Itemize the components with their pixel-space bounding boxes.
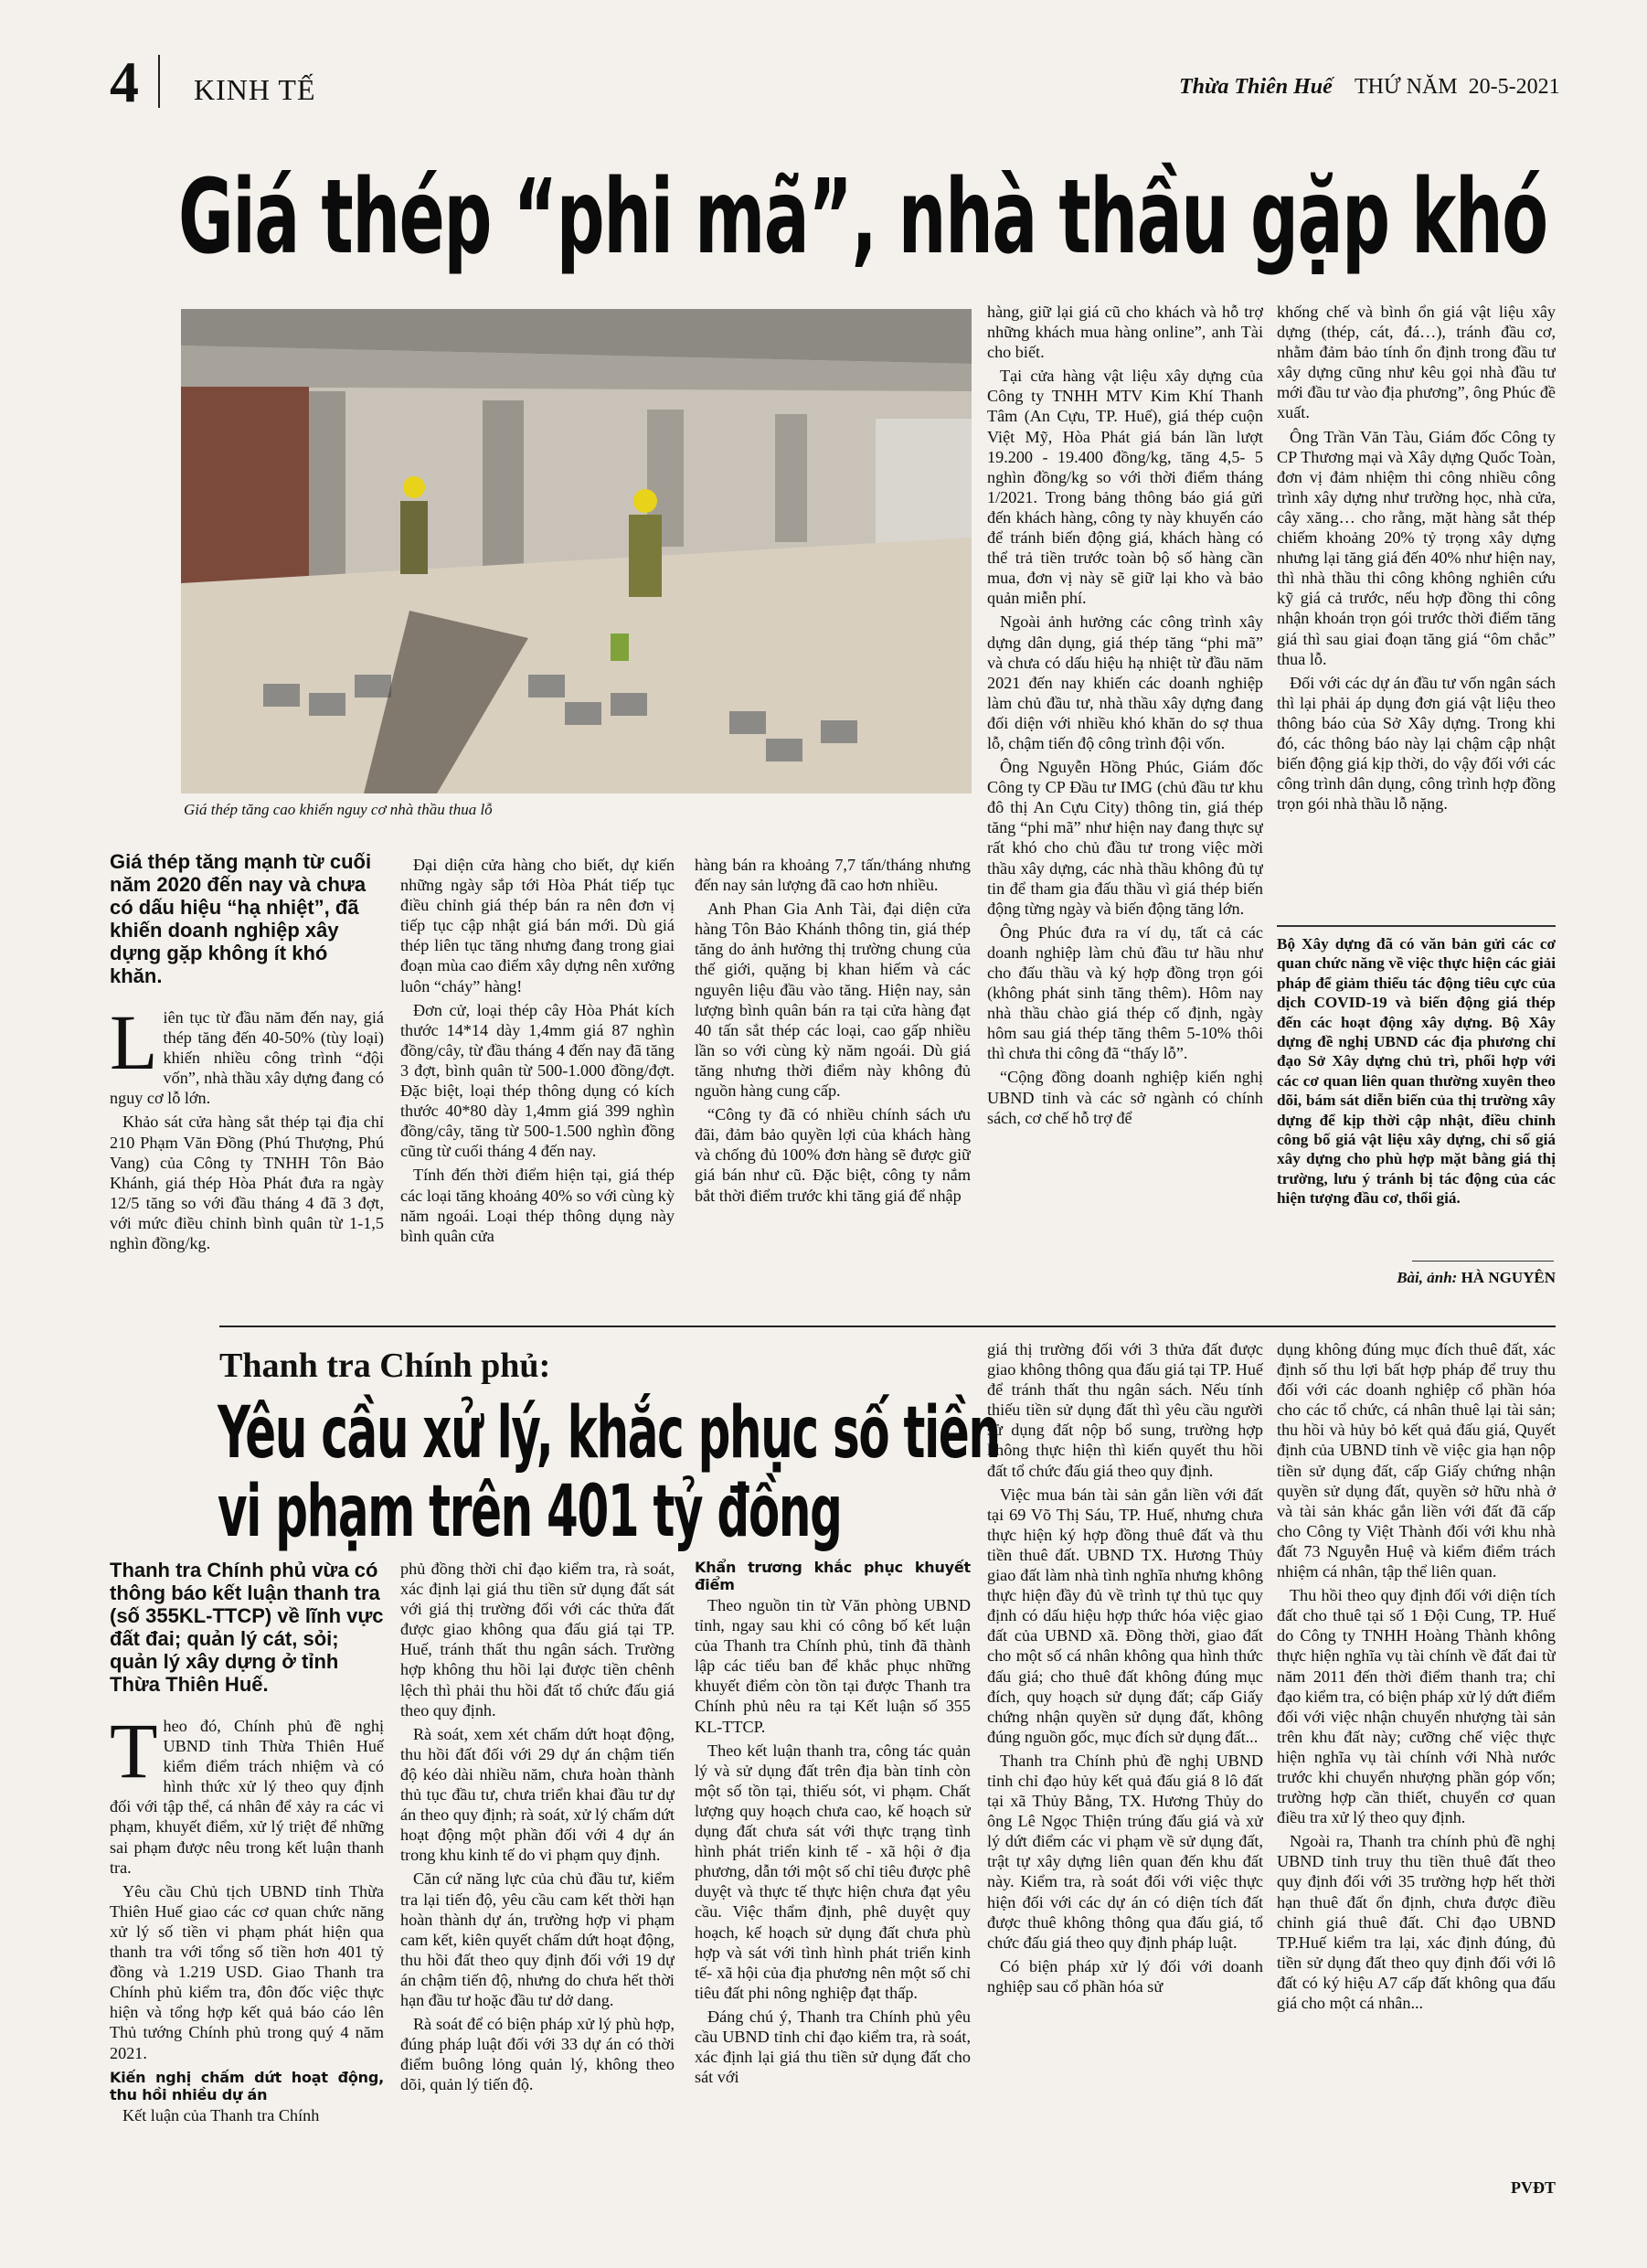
article2-column-1 <box>110 1559 384 2199</box>
article2-paragraph: Có biện pháp xử lý đối với doanh nghiệp sau cổ phần hóa sử <box>987 1956 1263 1996</box>
info-box-text: Bộ Xây dựng đã có văn bản gửi các cơ quan chức năng về việc thực hiện các giải pháp để giảm thiểu tác động tiêu cực của dịch COVID-19 và biến động giá thép đến các hoạt động xây dựng. Bộ Xây dựng đề nghị UBND các địa phương chỉ đạo Sở Xây dựng chủ trì, phối hợp với các cơ quan liên quan thường xuyên theo dõi, bám sát diễn biến của thị trường xây dựng để kịp thời cập nhật, điều chỉnh công bố giá vật liệu xây dựng, chỉ số giá xây dựng cho phù hợp mặt bằng giá thị trường, lưu ý tránh bị tác động của các hiện tượng đầu cơ, thổi giá. <box>1277 935 1556 1208</box>
article1-paragraph: Đối với các dự án đầu tư vốn ngân sách thì lại phải áp dụng đơn giá vật liệu theo thông báo của Sở Xây dựng. Trong khi đó, các thông báo này lại chậm cập nhật biến động giá kịp thời, do vậy đối với các công trình dân dụng, công trình hợp đồng trọn gói nhà thầu lỗ nặng. <box>1277 673 1556 814</box>
article2-paragraph: Yêu cầu Chủ tịch UBND tỉnh Thừa Thiên Huế giao các cơ quan chức năng xử lý số tiền vi phạm phát hiện qua thanh tra với tổng số tiền hơn 401 tỷ đồng và 1.219 USD. Giao Thanh tra Chính phủ kiểm tra, đôn đốc việc thực hiện và tổng hợp kết quả báo cáo lên Thủ tướng Chính phủ trong quý 4 năm 2021. <box>110 1881 384 2062</box>
newspaper-name: Thừa Thiên Huế <box>1179 75 1333 99</box>
article2-paragraph: Theo nguồn tin từ Văn phòng UBND tỉnh, ngay sau khi có công bố kết luận của Thanh tra Chính phủ, tỉnh đã thành lập các tiểu ban để khắc phục những khuyết điểm còn tồn tại được Thanh tra Chính phủ nêu ra tại Kết luận số 355 KL-TTCP. <box>695 1596 971 1736</box>
article-separator <box>219 1326 1556 1327</box>
article2-subhead: Khẩn trương khắc phục khuyết điểm <box>695 1559 971 1593</box>
article1-paragraph: khống chế và bình ổn giá vật liệu xây dựng (thép, cát, đá…), tránh đầu cơ, nhằm đảm bảo tính ổn định trong đầu tư xây dựng cũng như kêu gọi nhà đầu tư mới đầu tư vào địa phương”, ông Phúc đề xuất. <box>1277 303 1556 422</box>
article1-paragraph: Ông Nguyễn Hồng Phúc, Giám đốc Công ty CP Đầu tư IMG (chủ đầu tư khu đô thị An Cựu City) thông tin, giá thép tăng “phi mã” như hiện nay đang thực sự rất khó cho chủ đầu tư trong việc mời thầu xây dựng, các nhà thầu không đủ tự tin để tham gia đấu thầu vì giá thép biến động từng ngày và biến động tăng lớn. <box>987 758 1263 918</box>
article1-paragraph: Ông Phúc đưa ra ví dụ, tất cả các doanh nghiệp làm chủ đầu tư hầu như cho đấu thầu và ký hợp đồng trọn gói (không phát sinh tăng thêm). Hôm nay nhà thầu chào giá thép cố định, ngày hôm sau giá thép tăng thêm 5-10% thôi thì chưa thi công đã “thấy lỗ”. <box>987 922 1263 1063</box>
article2-paragraph: phủ đồng thời chỉ đạo kiểm tra, rà soát, xác định lại giá thu tiền sử dụng đất sát với giá thị trường đối với các thửa đất được giao không qua đấu giá tại TP. Huế, tránh thất thu ngân sách. Trường hợp không thu hồi lại được tiền chênh lệch thì phải thu hồi đất tổ chức đấu giá theo quy định. <box>400 1560 675 1720</box>
article1-paragraph: Khảo sát cửa hàng sắt thép tại địa chỉ 210 Phạm Văn Đồng (Phú Thượng, Phú Vang) của Công ty TNHH Tôn Bảo Khánh, giá thép Hòa Phát đưa ra ngày 12/5 tăng so với đầu tháng 4 đã 3 đợt, với mức điều chỉnh bình quân từ 1-1,5 nghìn đồng/kg. <box>110 1113 384 1253</box>
article2-column-3 <box>695 1559 971 2199</box>
article1-paragraph: Anh Phan Gia Anh Tài, đại diện cửa hàng Tôn Bảo Khánh thông tin, giá thép tăng do ảnh hưởng thị trường chung của thế giới, quặng bị khan hiếm và các nguyên liệu đầu vào tăng. Hiện nay, sản lượng bình quân bán ra tại cửa hàng đạt 40 tấn sắt thép các loại, cao gấp nhiều lần so với cùng kỳ năm ngoái. Dù giá tăng nhưng thời điểm này không đủ nguồn hàng cung cấp. <box>695 900 971 1101</box>
article1-paragraph: hàng bán ra khoảng 7,7 tấn/tháng nhưng đến nay sản lượng đã cao hơn nhiều. <box>695 856 971 895</box>
info-box-divider <box>1277 925 1556 927</box>
article2-column-5 <box>1277 1339 1556 2176</box>
headline-article-2-line-1: Yêu cầu xử lý, khắc phục số tiền <box>218 1392 1000 1475</box>
headline-article-2-line-2: vi phạm trên 401 tỷ đồng <box>218 1471 842 1553</box>
headline-article-1: Giá thép “phi mã”, nhà thầu gặp khó <box>178 158 1547 277</box>
byline-name: HÀ NGUYÊN <box>1461 1269 1556 1286</box>
article1-paragraph: Tại cửa hàng vật liệu xây dựng của Công ty TNHH MTV Kim Khí Thanh Tâm (An Cựu, TP. Huế), giá thép cuộn Việt Mỹ, Hòa Phát giá bán lần lượt 19.200 - 19.400 đồng/kg, tăng 4,5- 5 nghìn đồng/kg so với thời điểm tháng 1/2021. Trong bảng thông báo giá gửi đến khách hàng, công ty này khuyến cáo để tránh biến động giá, khách hàng có thể trả tiền trước toàn bộ số hàng cần mua, đơn vị này sẽ giữ lại kho và bảo quản miễn phí. <box>987 367 1263 608</box>
article2-paragraph: Kết luận của Thanh tra Chính <box>122 2105 320 2124</box>
issue-date: THỨ NĂM 20-5-2021 <box>1355 75 1560 99</box>
article2-paragraph: Ngoài ra, Thanh tra chính phủ đề nghị UBND tỉnh truy thu tiền thuê đất theo quy định đối với 35 trường hợp hết thời hạn thuê đất ổn định, chưa được điều chỉnh giá thuê đất. Chỉ đạo UBND TP.Huế kiểm tra lại, xác định đúng, đủ tiền sử dụng đất theo quy định đối với lô đất có ký hiệu A7 cấp đất không qua đấu giá cho một cá nhân... <box>1277 1832 1556 2012</box>
article1-paragraph: Đơn cử, loại thép cây Hòa Phát kích thước 14*14 dày 1,4mm giá 87 nghìn đồng/cây, từ đầu tháng 4 đến nay đã tăng 3 đợt, bình quân từ 500-1.000 đồng/đợt. Đặc biệt, loại thép thông dụng có kích thước 40*80 dày 1,4mm giá 399 nghìn đồng/cây, tăng từ 500-1.500 nghìn đồng cũng từ cuối tháng 4 đến nay. <box>400 1000 675 1161</box>
article2-dropcap: T <box>110 1707 158 1794</box>
article2-paragraph: Rà soát, xem xét chấm dứt hoạt động, thu hồi đất đối với 29 dự án chậm tiến độ kéo dài nhiều năm, chưa hoàn thành thủ tục đầu tư, chưa triển khai đầu tư dự án theo quy định; rà soát, xử lý chấm dứt hoạt động một phần đối với 4 dự án trong khu kinh tế do vi phạm quy định. <box>400 1724 675 1865</box>
section-title: KINH TẾ <box>194 73 316 106</box>
article2-signature: PVĐT <box>1511 2178 1556 2197</box>
byline-prefix: Bài, ảnh: <box>1397 1269 1458 1286</box>
header-divider <box>158 55 160 108</box>
article2-paragraph: Việc mua bán tài sản gắn liền với đất tại 69 Võ Thị Sáu, TP. Huế, nhưng chưa thực hiện ký hợp đồng thuê đất và thu tiền thuê đất. UBND TX. Hương Thủy giao đất làm nhà tình nghĩa nhưng không thực hiện đầy đủ về trình tự thủ tục quy định có dấu hiệu hợp thức hóa việc giao đất của UBND xã. Đồng thời, giao đất cho một số cá nhân không qua hình thức đấu giá; cho thuê đất không đúng mục đích, quy hoạch sử dụng đất; cấp Giấy chứng nhận quyền sử dụng đất, không đúng nguồn gốc, mục đích sử dụng đất... <box>987 1485 1263 1746</box>
article1-paragraph: Ngoài ảnh hưởng các công trình xây dựng dân dụng, giá thép tăng “phi mã” và chưa có dấu hiệu hạ nhiệt từ đầu năm 2021 đến nay khiến các doanh nghiệp làm chủ đầu tư, nhà thầu xây dựng đang đối diện với nhiều khó khăn do sợ thua lỗ, chậm tiến độ công trình đội vốn. <box>987 612 1263 752</box>
article2-paragraph: Rà soát để có biện pháp xử lý phù hợp, đúng pháp luật đối với 33 dự án có thời điểm buông lỏng quản lý, không theo dõi, quản lý tiến độ. <box>400 2015 675 2094</box>
article2-paragraph: Căn cứ năng lực của chủ đầu tư, kiểm tra lại tiến độ, yêu cầu cam kết thời hạn hoàn thành dự án, trường hợp vi phạm cam kết, kiên quyết chấm dứt hoạt động, thu hồi đất theo quy định đối với 19 dự án chậm tiến độ, nhưng do chưa hết thời hạn đầu tư hoặc đầu tư dở dang. <box>400 1869 675 2009</box>
article1-paragraph: Ông Trần Văn Tàu, Giám đốc Công ty CP Thương mại và Xây dựng Quốc Toàn, đơn vị đảm nhiệm thi công nhiều công trình xây dựng như trường học, nhà cửa, cây xăng… cho rằng, mặt hàng sắt thép chiếm khoảng 20% tỷ trọng xây dựng nhưng lại tăng giá đến 40% như hiện nay, thì nhà thầu thi công không nghiên cứu kỹ giá cả trước, nếu hợp đồng thi công nhận khoán trọn gói trước thời điểm tăng giá thì sau giai đoạn tăng giá “ôm chắc” thua lỗ. <box>1277 427 1556 668</box>
article1-column-1 <box>110 850 384 1326</box>
article1-paragraph: hàng, giữ lại giá cũ cho khách và hỗ trợ những khách mua hàng online”, anh Tài cho biết. <box>987 303 1263 362</box>
article2-column-4 <box>987 1339 1263 2199</box>
photo-caption: Giá thép tăng cao khiến nguy cơ nhà thầu thua lỗ <box>184 801 493 818</box>
article1-paragraph: Tính đến thời điểm hiện tại, giá thép các loại tăng khoảng 40% so với cùng kỳ năm ngoái. Loại thép thông dụng này bình quân cửa <box>400 1166 675 1245</box>
article2-paragraph: Thanh tra Chính phủ đề nghị UBND tỉnh chỉ đạo hủy kết quả đấu giá 8 lô đất tại xã Thủy Bằng, TX. Hương Thủy do ông Lê Ngọc Thiện trúng đấu giá và xử lý dứt điểm các vi phạm về sử dụng đất, trật tự xây dựng liên quan đến khu đất này. Kiểm tra, rà soát đối với việc thực hiện đối với các dự án có diện tích đất được thuê không thông qua đấu giá, tổ chức đấu giá theo quy định pháp luật. <box>987 1751 1263 1952</box>
article2-paragraph: Đáng chú ý, Thanh tra Chính phủ yêu cầu UBND tỉnh chỉ đạo kiểm tra, rà soát, xác định lại giá thu tiền sử dụng đất cho sát với <box>695 2007 971 2087</box>
article1-column-4 <box>987 302 1263 1321</box>
article2-paragraph: dụng không đúng mục đích thuê đất, xác định số thu lợi bất hợp pháp để truy thu đối với các doanh nghiệp cổ phần hóa cho các tổ chức, cá nhân thuê lại tài sản; thu hồi và hủy bỏ kết quả đấu giá, Quyết định của UBND tỉnh về việc gia hạn nộp tiền sử dụng đất, cấp Giấy chứng nhận quyền sử dụng đất, quyền sở hữu nhà ở và tài sản khác gắn liền với đất đã cấp cho Công ty Việt Thành đối với khu nhà đất 73 Nguyễn Huệ và kiểm điểm trách nhiệm cá nhân, tập thể liên quan. <box>1277 1340 1556 1581</box>
article2-kicker: Thanh tra Chính phủ: <box>219 1347 551 1385</box>
article1-lead: Giá thép tăng mạnh từ cuối năm 2020 đến nay và chưa có dấu hiệu “hạ nhiệt”, đã khiến doanh nghiệp xây dựng gặp không ít khó khăn. <box>110 850 372 987</box>
article2-lead: Thanh tra Chính phủ vừa có thông báo kết luận thanh tra (số 355KL-TTCP) về lĩnh vực đất đai; quản lý cát, sỏi; quản lý xây dựng ở tỉnh Thừa Thiên Huế. <box>110 1559 384 1696</box>
article1-paragraph: iên tục từ đầu năm đến nay, giá thép tăng đến 40-50% (tùy loại) khiến nhiều công trình “đội vốn”, nhà thầu xây dựng đang có nguy cơ lỗ lớn. <box>110 1008 384 1108</box>
byline <box>1344 1269 1556 1287</box>
article2-paragraph: Theo kết luận thanh tra, công tác quản lý và sử dụng đất trên địa bàn tỉnh còn một số tồn tại, thiếu sót, vi phạm. Chất lượng quy hoạch chưa cao, kế hoạch sử dụng đất chưa sát với thực trạng tình hình phát triển kinh tế - xã hội ở địa phương, dẫn tới một số chỉ tiêu được phê duyệt và thực tế thực hiện chưa đạt yêu cầu. Việc thẩm định, phê duyệt quy hoạch, kế hoạch sử dụng đất chưa phù hợp và sát với tình hình phát triển kinh tế- xã hội của địa phương nên một số chỉ tiêu đất phi nông nghiệp đạt thấp. <box>695 1741 971 2002</box>
article1-paragraph: “Công ty đã có nhiều chính sách ưu đãi, đảm bảo quyền lợi của khách hàng và chống đủ 100% đơn hàng sẽ được giữ giá bán như cũ. Đặc biệt, công ty nắm bắt thời điểm trước khi tăng giá để nhập <box>695 1105 971 1205</box>
article1-paragraph: “Cộng đồng doanh nghiệp kiến nghị UBND tỉnh và các sở ngành có chính sách, cơ chế hỗ trợ để <box>987 1068 1263 1127</box>
article2-paragraph: giá thị trường đối với 3 thửa đất được giao không thông qua đấu giá tại TP. Huế để tránh thất thu ngân sách. Nếu tính thiếu tiền sử dụng đất thì yêu cầu người sử dụng đất nộp bổ sung, trường hợp không thực hiện thì kiến quyết thu hồi đất tổ chức đấu giá theo quy định. <box>987 1340 1263 1480</box>
article2-column-2 <box>400 1559 675 2199</box>
article2-subhead: Kiến nghị chấm dứt hoạt động, thu hồi nhiều dự án <box>110 2068 384 2103</box>
article2-paragraph: heo đó, Chính phủ đề nghị UBND tỉnh Thừa Thiên Huế kiểm điểm trách nhiệm và có hình thức xử lý theo quy định đối với tập thể, cá nhân để xảy ra các vi phạm, khuyết điểm, xử lý triệt để những sai phạm được nêu trong kết luận thanh tra. <box>110 1717 384 1877</box>
article1-paragraph: Đại diện cửa hàng cho biết, dự kiến những ngày sắp tới Hòa Phát tiếp tục điều chỉnh giá thép bán ra nên đơn vị tiếp tục cập nhật giá bán mới. Dù giá thép liên tục tăng nhưng đang trong giai đoạn mùa cao điểm xây dựng nên xưởng luôn “cháy” hàng! <box>400 856 675 996</box>
article1-dropcap: L <box>110 998 158 1086</box>
construction-photo <box>181 309 972 793</box>
article1-column-5 <box>1277 302 1556 923</box>
article1-column-2 <box>400 855 675 1321</box>
article1-column-3 <box>695 855 971 1321</box>
info-box <box>1277 934 1556 1263</box>
page-number: 4 <box>110 49 139 114</box>
article2-paragraph: Thu hồi theo quy định đối với diện tích đất cho thuê tại số 1 Đội Cung, TP. Huế do Công ty TNHH Hoàng Thành không thực hiện nghĩa vụ tài chính về đất đai từ năm 2011 đến thời điểm thanh tra; chỉ đạo kiểm tra, có biện pháp xử lý dứt điểm đối với việc nhận chuyển nhượng tài sản trên khu đất này; cưỡng chế việc thực hiện nghĩa vụ tài chính với Nhà nước trước khi chuyển nhượng phần góp vốn; trường hợp cần thiết, chuyển cơ quan điều tra xử lý theo quy định. <box>1277 1586 1556 1827</box>
byline-rule <box>1412 1261 1554 1262</box>
